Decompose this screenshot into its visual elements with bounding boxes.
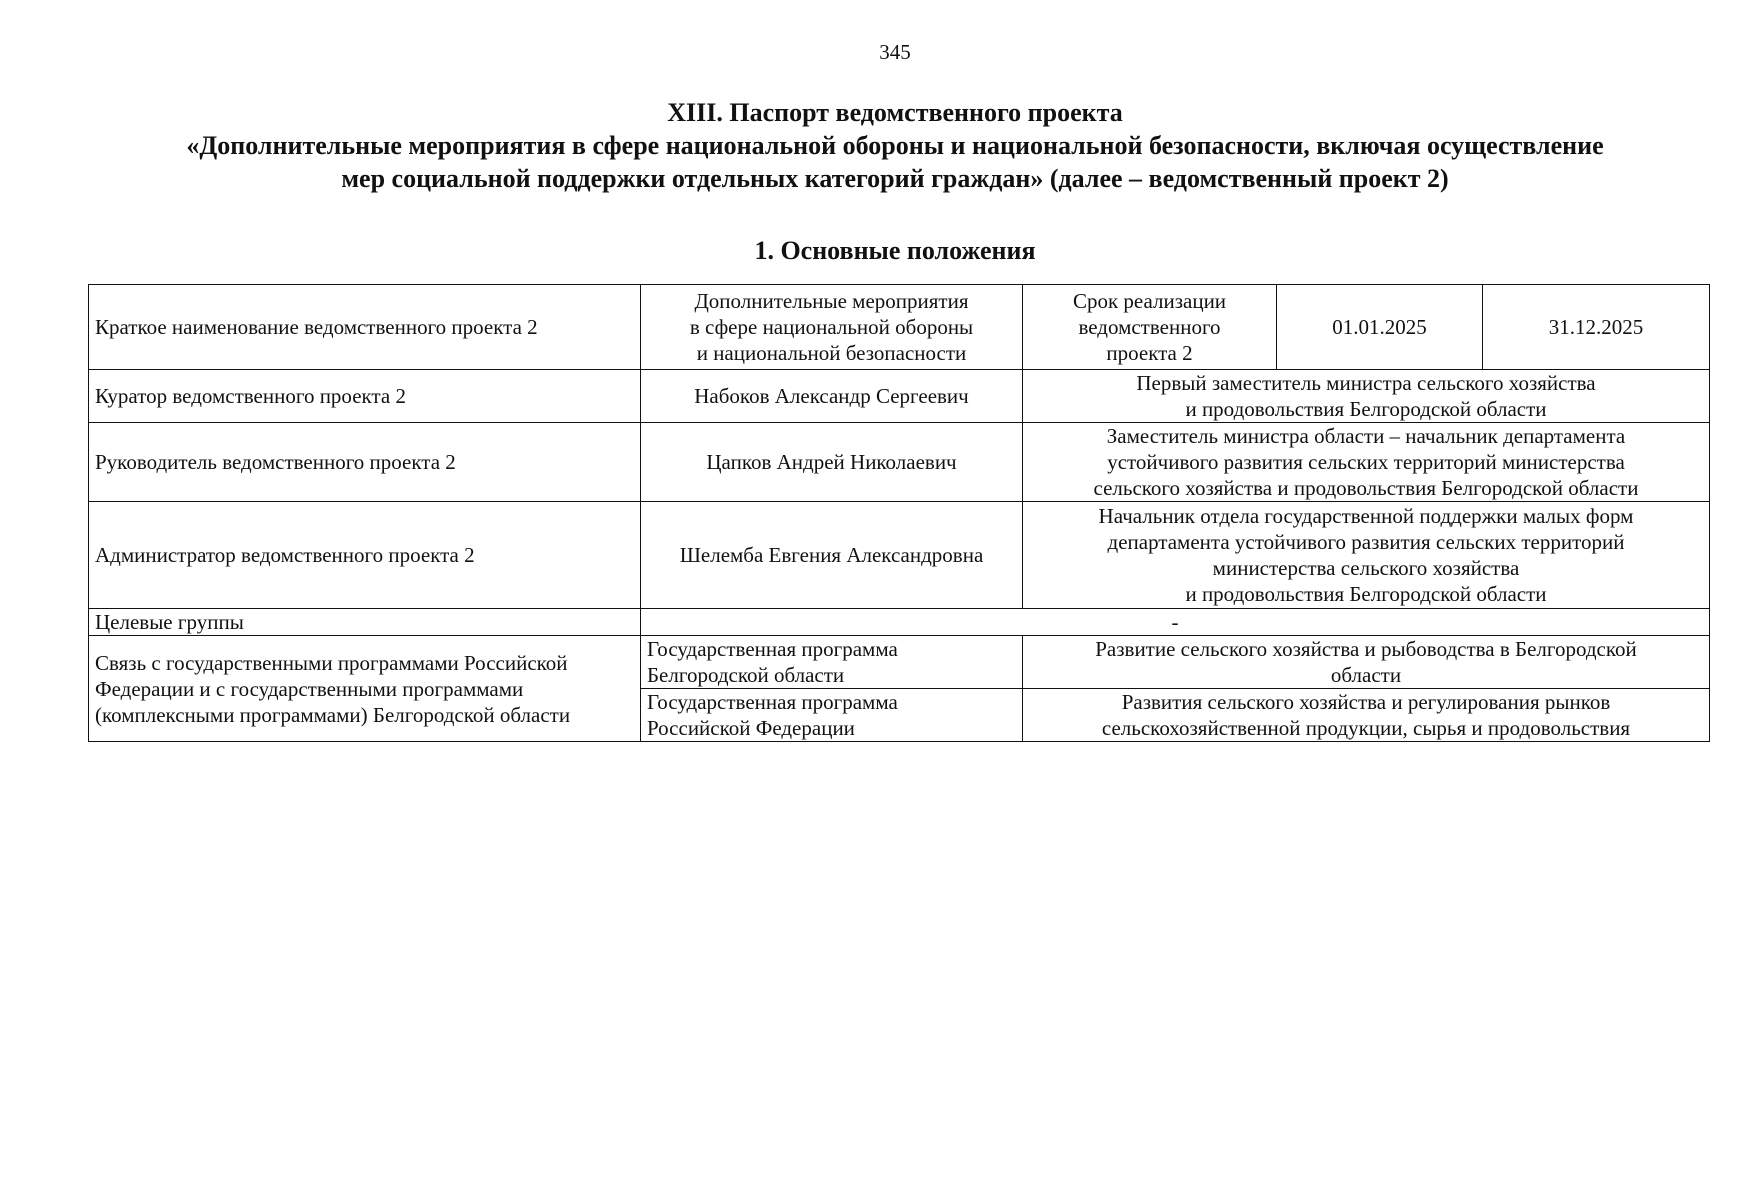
head-position: Заместитель министра области – начальник департамента устойчивого развития сельских территорий министерства сельского хозяйства и продовольствия Белгородской области: [1023, 423, 1710, 502]
end-date: 31.12.2025: [1483, 285, 1710, 370]
table-row: [89, 370, 1710, 423]
table-row: [89, 423, 1710, 502]
term-label: Срок реализации ведомственного проекта 2: [1023, 285, 1277, 370]
curator-label: Куратор ведомственного проекта 2: [89, 370, 641, 423]
short-name-value: Дополнительные мероприятия в сфере национальной обороны и национальной безопасности: [641, 285, 1023, 370]
administrator-name: Шелемба Евгения Александровна: [641, 502, 1023, 609]
table-row: [89, 285, 1710, 370]
table-row: [89, 502, 1710, 609]
target-groups-value: -: [641, 609, 1710, 636]
regional-program-name: Развитие сельского хозяйства и рыбоводства в Белгородской области: [1023, 636, 1710, 689]
start-date: 01.01.2025: [1277, 285, 1483, 370]
regional-program-type: Государственная программа Белгородской области: [641, 636, 1023, 689]
curator-name: Набоков Александр Сергеевич: [641, 370, 1023, 423]
head-name: Цапков Андрей Николаевич: [641, 423, 1023, 502]
title-line-2: «Дополнительные мероприятия в сфере национальной обороны и национальной безопасности, включая осуществление: [186, 131, 1604, 160]
federal-program-name: Развития сельского хозяйства и регулирования рынков сельскохозяйственной продукции, сырья и продовольствия: [1023, 689, 1710, 742]
administrator-position: Начальник отдела государственной поддержки малых форм департамента устойчивого развития сельских территорий министерства сельского хозяйства и продовольствия Белгородской области: [1023, 502, 1710, 609]
program-links-label: Связь с государственными программами Российской Федерации и с государственными программами (комплексными программами) Белгородской области: [89, 636, 641, 742]
section-heading: 1. Основные положения: [754, 236, 1036, 265]
title-line-1: XIII. Паспорт ведомственного проекта: [667, 98, 1123, 127]
administrator-label: Администратор ведомственного проекта 2: [89, 502, 641, 609]
head-label: Руководитель ведомственного проекта 2: [89, 423, 641, 502]
title-line-3: мер социальной поддержки отдельных категорий граждан» (далее – ведомственный проект 2): [341, 164, 1449, 193]
page-number: 345: [879, 40, 911, 64]
federal-program-type: Государственная программа Российской Федерации: [641, 689, 1023, 742]
table-row: [89, 609, 1710, 636]
document-title: [60, 96, 1730, 195]
project-passport-table: [88, 284, 1710, 742]
target-groups-label: Целевые группы: [89, 609, 641, 636]
short-name-label: Краткое наименование ведомственного проекта 2: [89, 285, 641, 370]
table-row: [89, 636, 1710, 689]
curator-position: Первый заместитель министра сельского хозяйства и продовольствия Белгородской области: [1023, 370, 1710, 423]
